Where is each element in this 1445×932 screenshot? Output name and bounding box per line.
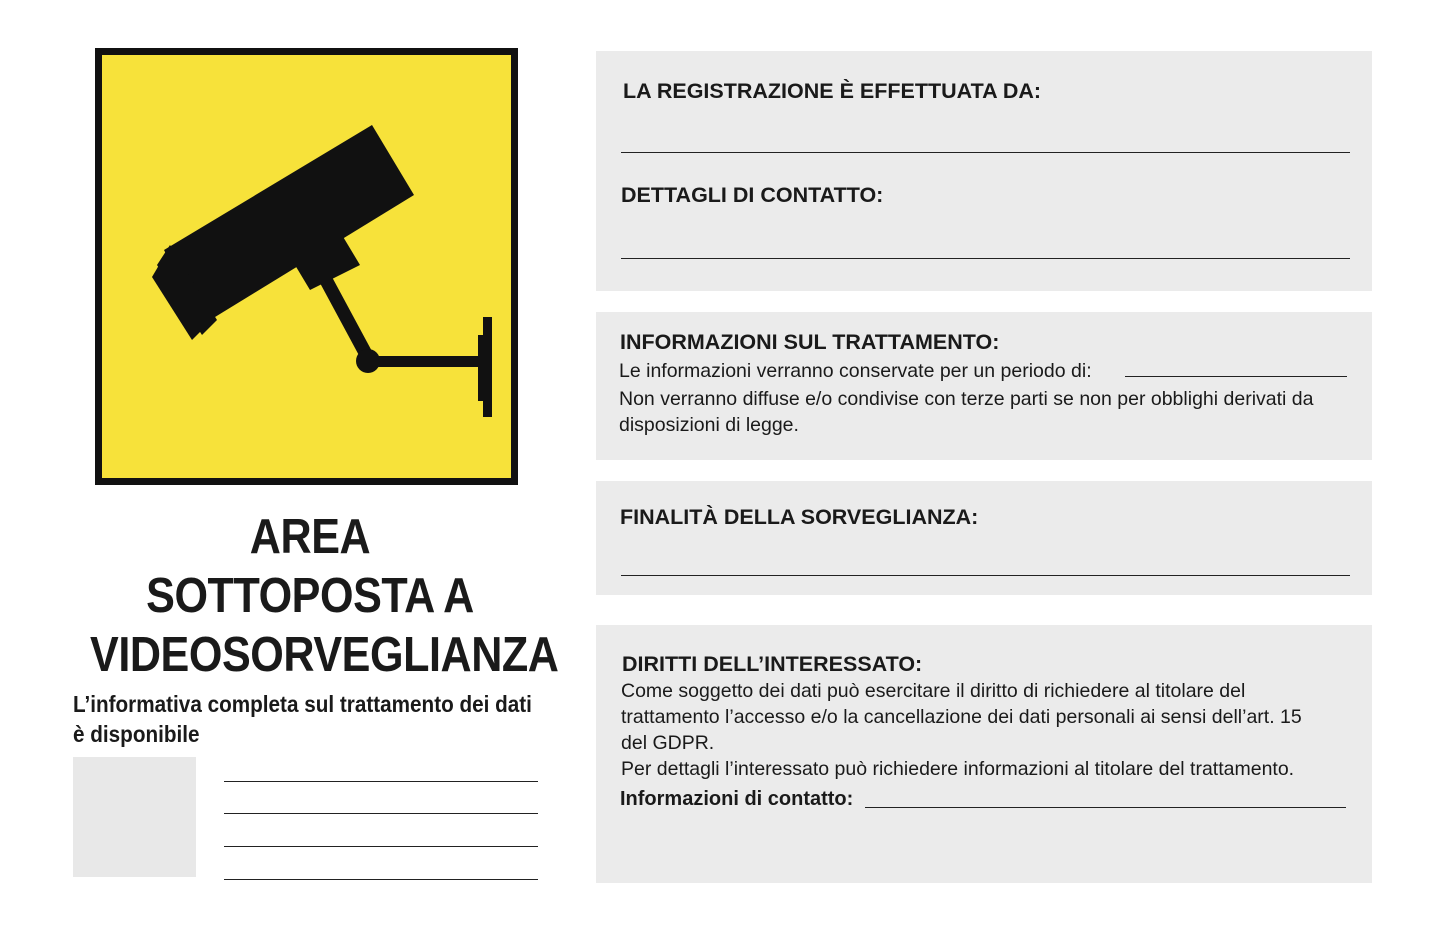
surveillance-headline: [90, 508, 559, 685]
registration-panel: [596, 51, 1372, 291]
headline-line-3: VIDEOSORVEGLIANZA: [90, 628, 559, 682]
contact-details-title: DETTAGLI DI CONTATTO:: [621, 183, 884, 207]
full-notice-availability-text: [73, 689, 541, 749]
qr-code-placeholder: [73, 757, 196, 877]
sharing-line-1: Non verranno diffuse e/o condivise con terze parti se non per obblighi derivati da: [619, 388, 1314, 410]
rights-body-text: [621, 678, 1302, 782]
rights-panel: [596, 625, 1372, 883]
cctv-warning-sign: [95, 48, 518, 485]
subline-line-1: L’informativa completa sul trattamento dei dati: [73, 691, 532, 717]
treatment-panel: [596, 312, 1372, 460]
contact-fill-line: [621, 258, 1350, 259]
sharing-line-2: disposizioni di legge.: [619, 414, 799, 436]
fill-in-line: [224, 846, 538, 847]
rights-title: DIRITTI DELL’INTERESSATO:: [622, 652, 923, 676]
fill-in-line: [224, 781, 538, 782]
subline-line-2: è disponibile: [73, 721, 200, 747]
purpose-fill-line: [621, 575, 1350, 576]
cctv-camera-icon: [102, 55, 511, 478]
fill-in-line: [224, 813, 538, 814]
controller-fill-line: [621, 152, 1350, 153]
retention-period-text: Le informazioni verranno conservate per un periodo di:: [619, 360, 1092, 382]
rights-line-2: trattamento l’accesso e/o la cancellazione dei dati personali ai sensi dell’art. 15: [621, 706, 1302, 728]
rights-line-3: del GDPR.: [621, 732, 715, 754]
fill-in-line: [224, 879, 538, 880]
headline-line-2: SOTTOPOSTA A: [146, 569, 474, 623]
registration-title: LA REGISTRAZIONE È EFFETTUATA DA:: [623, 79, 1042, 103]
retention-fill-line: [1125, 376, 1347, 377]
sharing-policy-text: [619, 386, 1313, 438]
headline-line-1: AREA: [249, 510, 371, 564]
purpose-title: FINALITÀ DELLA SORVEGLIANZA:: [620, 505, 979, 529]
rights-line-4: Per dettagli l’interessato può richiedere informazioni al titolare del trattamento.: [621, 758, 1295, 780]
treatment-title: INFORMAZIONI SUL TRATTAMENTO:: [620, 330, 1000, 354]
purpose-panel: [596, 481, 1372, 595]
contact-info-label: Informazioni di contatto:: [620, 788, 854, 810]
rights-line-1: Come soggetto dei dati può esercitare il diritto di richiedere al titolare del: [621, 680, 1246, 702]
contact-info-fill-line: [865, 807, 1346, 808]
